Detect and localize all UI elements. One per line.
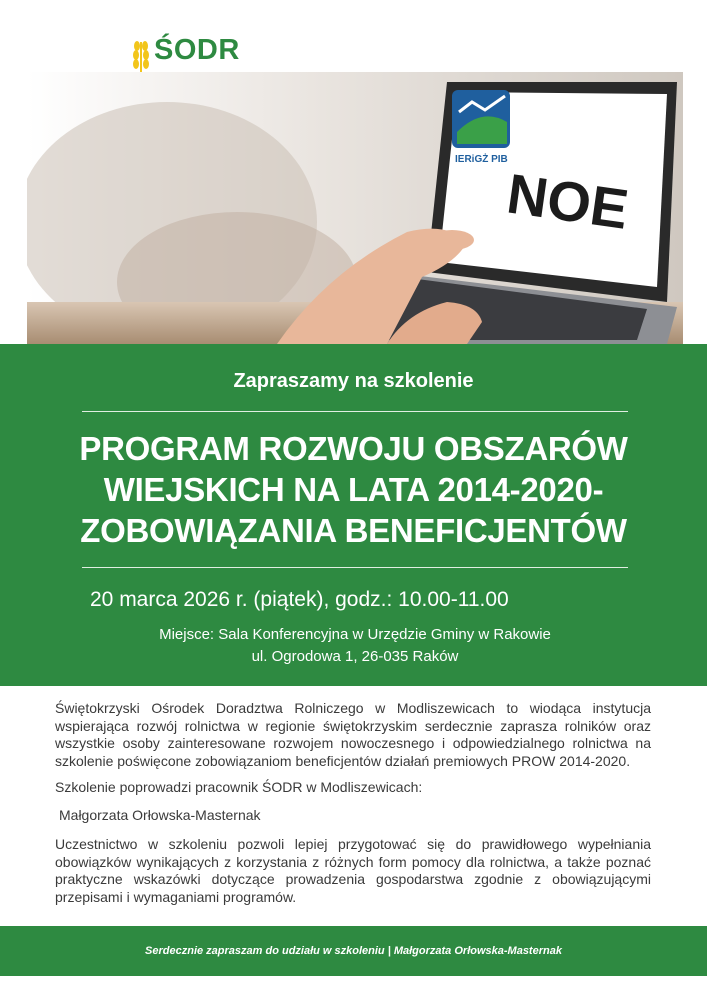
divider-bottom [82, 567, 628, 568]
title-line-3: ZOBOWIĄZANIA BENEFICJENTÓW [80, 512, 627, 549]
intro-paragraph: Świętokrzyski Ośrodek Doradztwa Rolniczego w Modliszewicach to wiodąca instytucja wspierająca rozwój rolnictwa w regionie świętokrzyskim serdecznie zaprasza rolników oraz wszystkie osoby zainteresowane rozwojem nowoczesnego i odpowiedzialnego rolnictwa na szkolenie poświęcone zobowiązaniom beneficjentów działań premiowych PROW 2014-2020. [55, 700, 651, 769]
footer-bar [0, 926, 707, 976]
hero-section [0, 344, 707, 686]
logo-brand: ŚODR [154, 34, 240, 66]
ierigz-badge [452, 90, 510, 165]
screen-badge-text: IERiGŻ PIB [455, 154, 508, 165]
description [55, 700, 651, 916]
lecturer-name: Małgorzata Orłowska-Masternak [59, 806, 261, 823]
screen-logo-text: NOE [503, 161, 633, 241]
page-title [10, 428, 697, 551]
benefit-paragraph: Uczestnictwo w szkoleniu pozwoli lepiej przygotować się do prawidłowego wypełniania obowiązków wynikających z korzystania z różnych form pomocy dla rolnictwa, a także poznać praktyczne wskazówki dotyczące prowadzenia gospodarstwa zgodnie z obowiązującymi przepisami i wymaganiami programów. [55, 836, 651, 905]
event-place-line-2: ul. Ogrodowa 1, 26-035 Raków [251, 648, 459, 665]
title-line-1: PROGRAM ROZWOJU OBSZARÓW [79, 430, 628, 467]
wheat-icon [126, 38, 156, 74]
event-place [130, 624, 580, 668]
invite-text: Zapraszamy na szkolenie [233, 370, 474, 392]
event-date: 20 marca 2026 r. (piątek), godz.: 10.00-11.00 [90, 588, 509, 611]
hero-photo [27, 72, 683, 344]
title-line-2: WIEJSKICH NA LATA 2014-2020- [103, 471, 604, 508]
lecturer-intro: Szkolenie poprowadzi pracownik ŚODR w Modliszewicach: [55, 779, 423, 795]
event-place-line-1: Miejsce: Sala Konferencyjna w Urzędzie Gminy w Rakowie [159, 626, 551, 643]
divider-top [82, 411, 628, 412]
footer-text: Serdecznie zapraszam do udziału w szkoleniu | Małgorzata Orłowska-Masternak [145, 945, 562, 957]
